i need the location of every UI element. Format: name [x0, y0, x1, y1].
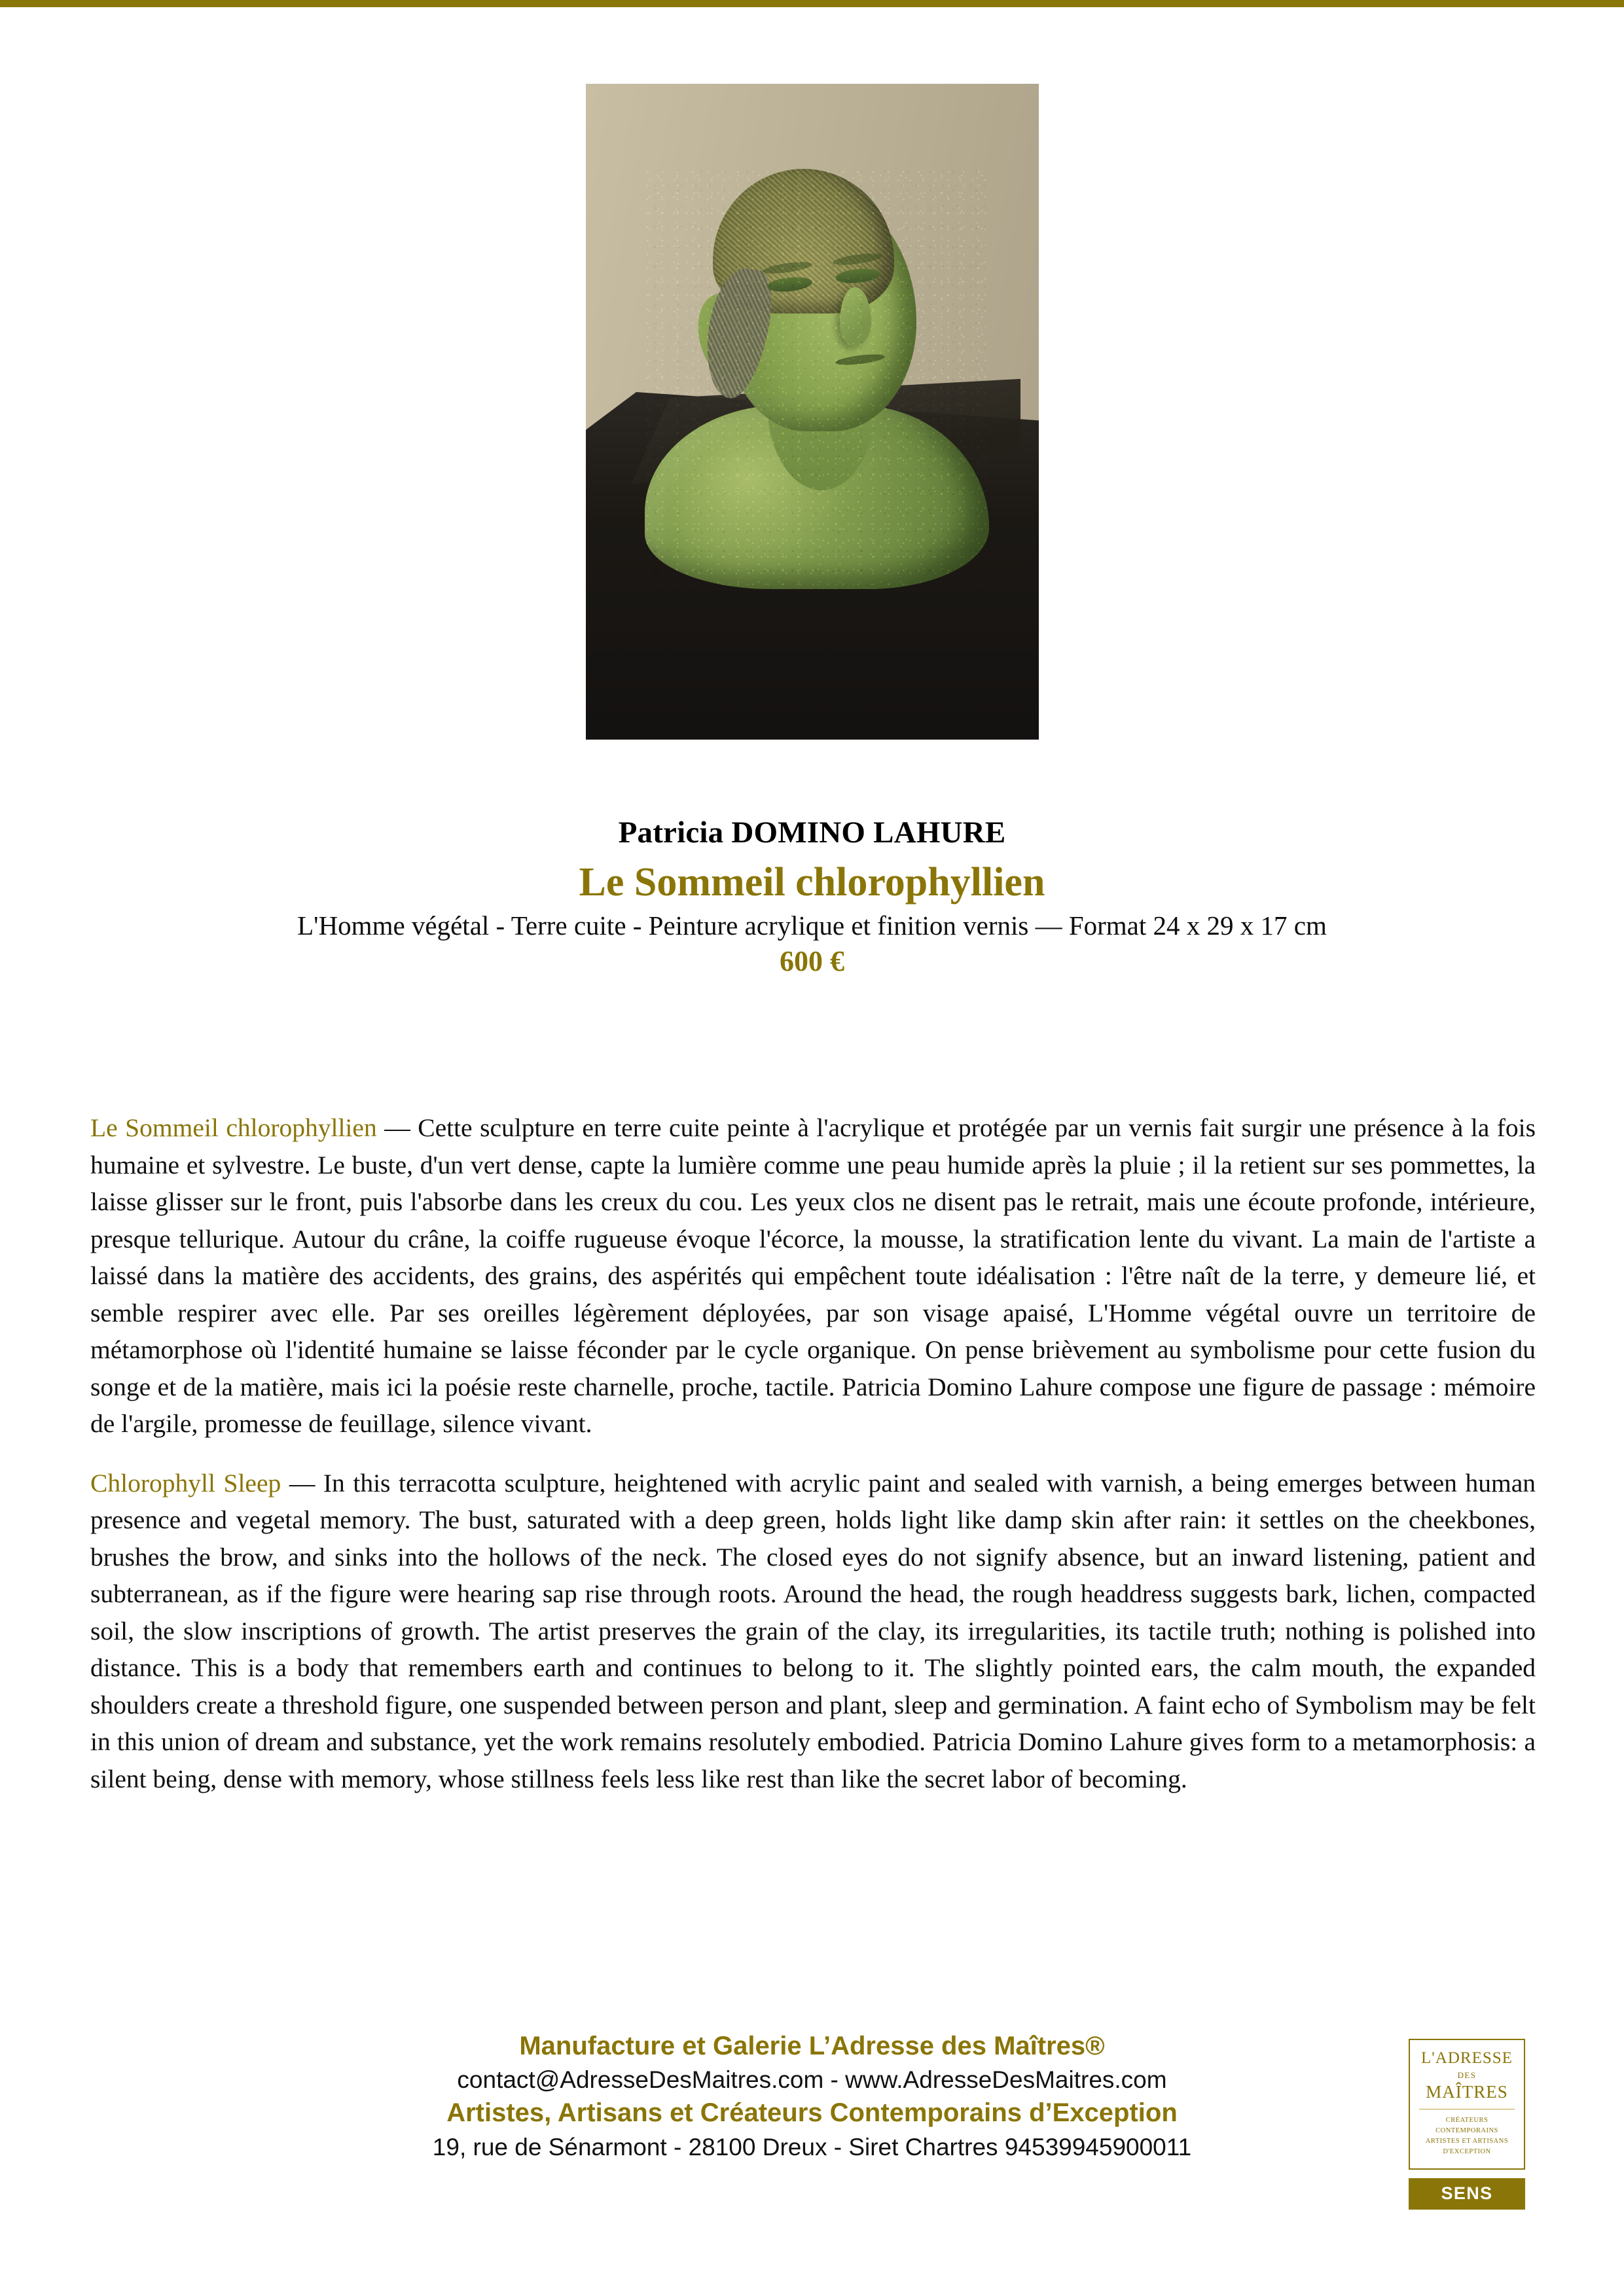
page-footer [0, 2029, 1624, 2163]
photo-canvas [586, 84, 1039, 740]
description-en-lead-in: Chlorophyll Sleep [90, 1468, 281, 1498]
description-column [90, 1109, 1536, 1797]
artwork-price: 600 € [780, 945, 844, 977]
brand-logo [1409, 2039, 1525, 2210]
description-en-separator: — [281, 1468, 323, 1498]
footer-contact[interactable]: contact@AdresseDesMaitres.com - www.AdresseDesMaitres.com [457, 2066, 1167, 2094]
artwork-subtitle: L'Homme végétal - Terre cuite - Peinture acrylique et finition vernis — Format 24 x 29 x 17 cm [297, 910, 1327, 941]
artwork-title: Le Sommeil chlorophyllien [579, 860, 1045, 905]
artwork-photo [586, 84, 1039, 740]
footer-tagline: Artistes, Artisans et Créateurs Contemporains d’Exception [446, 2098, 1178, 2128]
logo-line-maitres: MAÎTRES [1426, 2081, 1508, 2102]
top-gold-rule [0, 0, 1624, 7]
description-en-text: In this terracotta sculpture, heightened with acrylic paint and sealed with varnish, a being emerges between human presence and vegetal memory. The bust, saturated with a deep green, holds light like damp skin after rain: it settles on the cheekbones, brushes the brow, and sinks into the hollows of the neck. The closed eyes do not signify absence, but an inward listening, patient and subterranean, as if the figure were hearing sap rise through roots. Around the head, the rough headdress suggests bark, lichen, compacted soil, the slow inscriptions of growth. The artist preserves the grain of the clay, its irregularities, its tactile truth; nothing is polished into distance. This is a body that remembers earth and continues to belong to it. The slightly pointed ears, the calm mouth, the expanded shoulders create a threshold figure, one suspended between person and plant, sleep and germination. A faint echo of Symbolism may be felt in this union of dream and substance, yet the work remains resolutely embodied. Patricia Domino Lahure gives form to a metamorphosis: a silent being, dense with memory, whose stillness feels less like rest than like the secret labor of becoming. [90, 1468, 1536, 1793]
description-paragraph-en [90, 1465, 1536, 1798]
footer-address: 19, rue de Sénarmont - 28100 Dreux - Siret Chartres 94539945900011 [432, 2133, 1192, 2161]
description-fr-lead-in: Le Sommeil chlorophyllien [90, 1113, 377, 1142]
logo-subtitle-3: D'EXCEPTION [1443, 2148, 1491, 2156]
logo-subtitle-1: CRÉATEURS CONTEMPORAINS [1435, 2116, 1498, 2134]
description-paragraph-fr [90, 1109, 1536, 1443]
logo-card [1409, 2039, 1525, 2170]
logo-subtitle-2: ARTISTES ET ARTISANS [1425, 2138, 1509, 2145]
description-fr-separator: — [376, 1113, 418, 1142]
artist-name: Patricia DOMINO LAHURE [618, 816, 1006, 850]
footer-company-name: Manufacture et Galerie L’Adresse des Maîtres® [519, 2032, 1105, 2060]
logo-line-des: DES [1457, 2070, 1477, 2080]
description-fr-text: Cette sculpture en terre cuite peinte à l'acrylique et protégée par un vernis fait surgir une présence à la fois humaine et sylvestre. Le buste, d'un vert dense, capte la lumière comme une peau humide après la pluie ; il la retient sur ses pommettes, la laisse glisser sur le front, puis l'absorbe dans les creux du cou. Les yeux clos ne disent pas le retrait, mais une écoute profonde, intérieure, presque tellurique. Autour du crâne, la coiffe rugueuse évoque l'écorce, la mousse, la stratification lente du vivant. La main de l'artiste a laissé dans la matière des accidents, des grains, des aspérités qui empêchent toute idéalisation : l'être naît de la terre, y demeure lié, et semble respirer avec elle. Par ses oreilles légèrement déployées, par son visage apaisé, L'Homme végétal ouvre un territoire de métamorphose où l'identité humaine se laisse féconder par le cycle organique. On pense brièvement au symbolisme pour cette fusion du songe et de la matière, mais ici la poésie reste charnelle, proche, tactile. Patricia Domino Lahure compose une figure de passage : mémoire de l'argile, promesse de feuillage, silence vivant. [90, 1113, 1536, 1438]
sens-badge: SENS [1409, 2178, 1525, 2210]
logo-line-adresse: L'ADRESSE [1421, 2049, 1513, 2067]
